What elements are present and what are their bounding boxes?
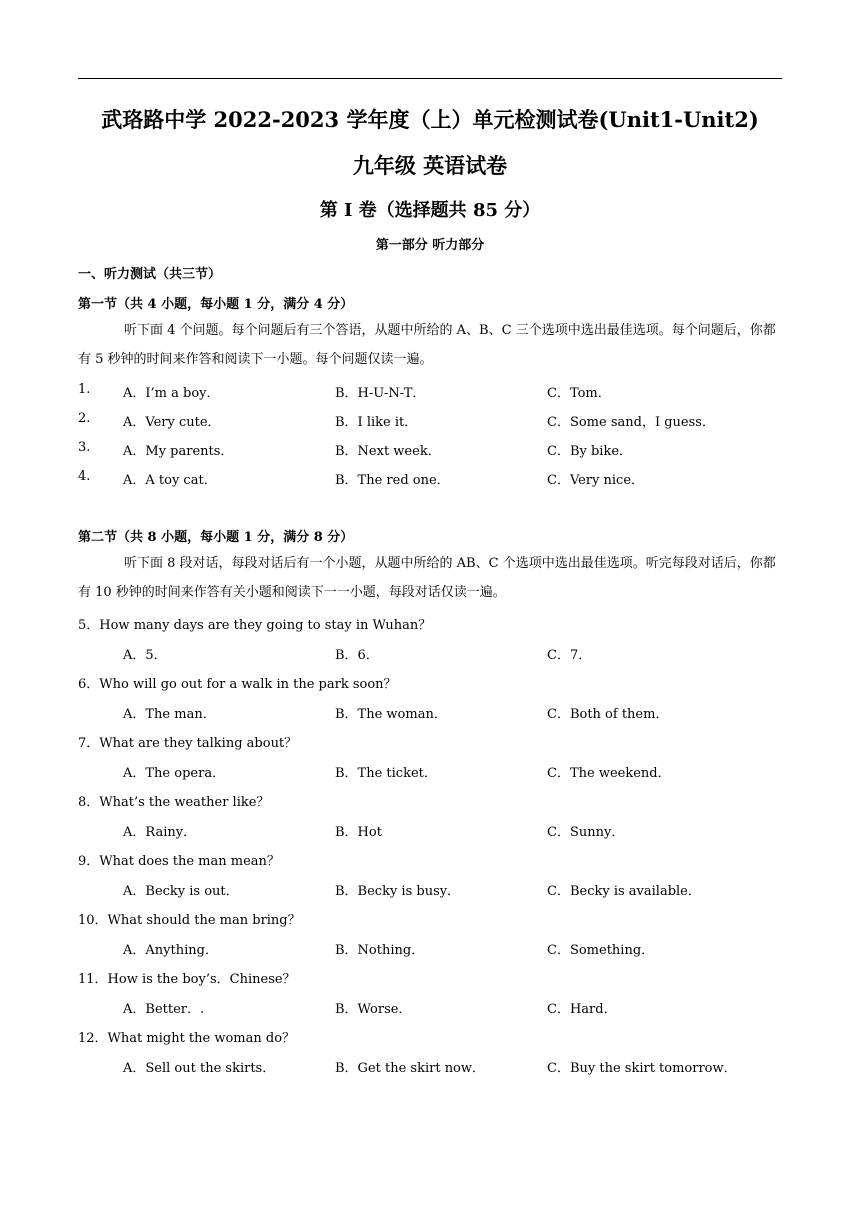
question-text: 8．What’s the weather like？ <box>78 795 270 810</box>
option-b: B．Worse． <box>335 1002 412 1017</box>
option-b: B．Next week． <box>335 444 441 459</box>
question-text: 12．What might the woman do？ <box>78 1031 296 1046</box>
part2-heading: 第二节（共 8 小题，每小题 1 分，满分 8 分） <box>78 530 354 545</box>
question-number: 3. <box>78 440 91 455</box>
option-a: A．The opera． <box>123 766 226 781</box>
option-c: C．Sunny． <box>547 825 625 840</box>
option-c: C．Buy the skirt tomorrow． <box>547 1061 737 1076</box>
option-a: A．Becky is out． <box>123 884 239 899</box>
option-a: A．5． <box>123 648 167 663</box>
question-number: 2. <box>78 411 91 426</box>
option-b: B．Becky is busy． <box>335 884 461 899</box>
exam-part-title: 第一部分 听力部分 <box>375 238 485 253</box>
header-rule <box>78 78 782 79</box>
option-c: C．Very nice． <box>547 473 645 488</box>
section-heading: 一、听力测试（共三节） <box>78 267 222 282</box>
option-b: B．The ticket． <box>335 766 437 781</box>
option-b: B．I like it． <box>335 415 418 430</box>
option-c: C．Something． <box>547 943 655 958</box>
option-c: C．Tom． <box>547 386 611 401</box>
question-text: 7．What are they talking about？ <box>78 736 298 751</box>
option-a: A．Sell out the skirts． <box>123 1061 276 1076</box>
question-text: 9．What does the man mean？ <box>78 854 280 869</box>
option-c: C．Hard． <box>547 1002 617 1017</box>
option-b: B．Hot <box>335 825 382 840</box>
question-text: 10．What should the man bring？ <box>78 913 301 928</box>
part1-heading: 第一节（共 4 小题，每小题 1 分，满分 4 分） <box>78 297 354 312</box>
option-c: C．By bike． <box>547 444 633 459</box>
question-text: 11．How is the boy’s．Chinese？ <box>78 972 296 987</box>
option-c: C．Becky is available． <box>547 884 701 899</box>
option-b: B．The woman． <box>335 707 447 722</box>
option-c: C．Both of them． <box>547 707 669 722</box>
option-a: A．Rainy． <box>123 825 197 840</box>
option-a: A．The man． <box>123 707 216 722</box>
option-c: C．7． <box>547 648 592 663</box>
option-b: B．6． <box>335 648 379 663</box>
option-a: A．I’m a boy． <box>123 386 220 401</box>
question-number: 1. <box>78 382 91 397</box>
option-b: B．The red one． <box>335 473 450 488</box>
part1-instructions: 听下面 4 个问题。每个问题后有三个答语，从题中所给的 A、B、C 三个选项中选出最佳选项。每个问题后，你都有 5 秒钟的时间来作答和阅读下一小题。每个问题仅读一遍。 <box>78 323 776 367</box>
option-c: C．The weekend． <box>547 766 671 781</box>
option-b: B．H-U-N-T． <box>335 386 426 401</box>
part2-instructions: 听下面 8 段对话，每段对话后有一个小题，从题中所给的 AB、C 个选项中选出最佳选项。听完每段对话后，你都有 10 秒钟的时间来作答有关小题和阅读下一一小题，每段对话仅读一遍。 <box>78 556 776 600</box>
option-a: A．My parents． <box>123 444 234 459</box>
question-text: 5．How many days are they going to stay in Wuhan？ <box>78 618 432 633</box>
exam-title: 武珞路中学 2022-2023 学年度（上）单元检测试卷(Unit1-Unit2) <box>101 107 759 132</box>
exam-grade-title: 九年级 英语试卷 <box>352 153 508 178</box>
exam-volume-title: 第 I 卷（选择题共 85 分） <box>319 200 541 221</box>
option-a: A．Better．. <box>123 1002 205 1017</box>
question-text: 6．Who will go out for a walk in the park soon？ <box>78 677 397 692</box>
option-b: B．Nothing． <box>335 943 425 958</box>
option-b: B．Get the skirt now． <box>335 1061 486 1076</box>
option-a: A．Very cute． <box>123 415 221 430</box>
option-c: C．Some sand，I guess． <box>547 415 715 430</box>
option-a: A．A toy cat． <box>123 473 217 488</box>
question-number: 4. <box>78 469 91 484</box>
option-a: A．Anything． <box>123 943 218 958</box>
